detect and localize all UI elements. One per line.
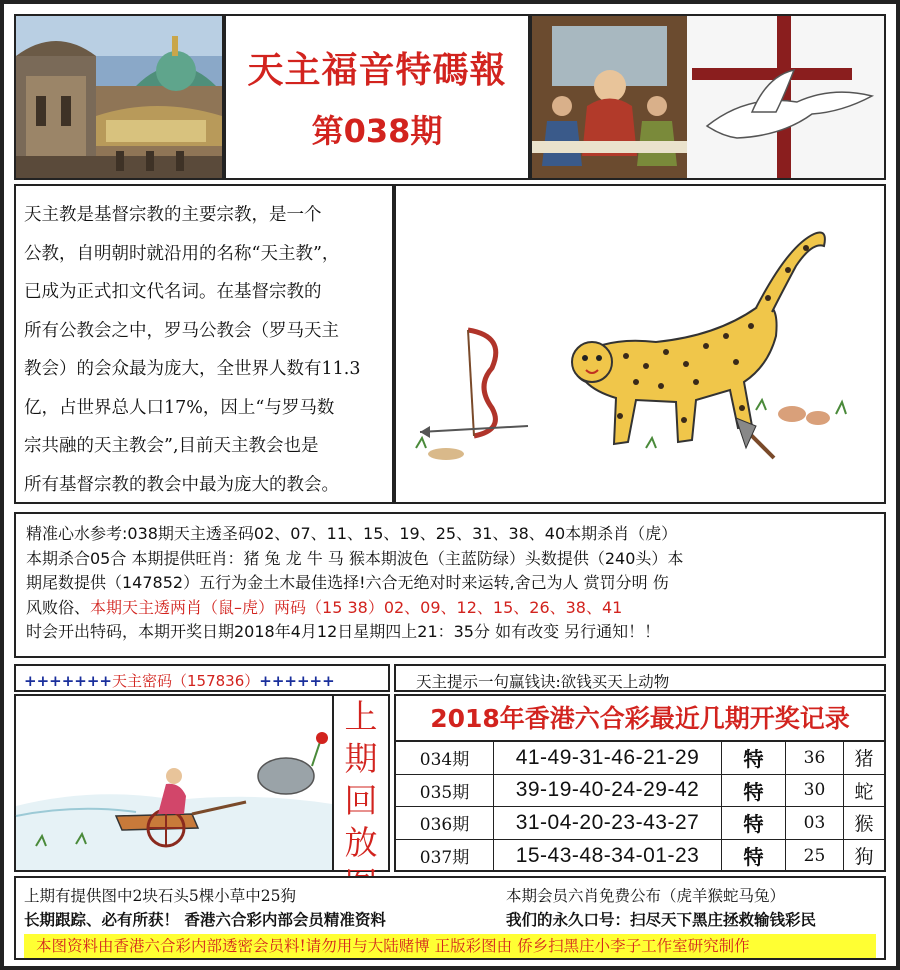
replay-char: 期 bbox=[344, 739, 378, 778]
special-cell: 36 bbox=[786, 742, 844, 774]
numbers-cell: 15-43-48-34-01-23 bbox=[494, 840, 722, 873]
secret-code: 天主密码（157836） bbox=[111, 672, 260, 690]
last-issue-replay-label bbox=[334, 694, 390, 872]
issue-number: 第038期 bbox=[311, 112, 443, 150]
table-row bbox=[396, 840, 884, 873]
intro-line: 天主教是基督宗教的主要宗教，是一个 bbox=[24, 205, 322, 225]
replay-char: 回 bbox=[344, 781, 378, 820]
notice-panel bbox=[14, 512, 886, 658]
intro-line: 宗共融的天主教会”,目前天主教会也是 bbox=[24, 436, 319, 456]
replay-char: 上 bbox=[344, 697, 378, 736]
te-cell: 特 bbox=[722, 742, 786, 774]
intro-text-panel bbox=[14, 184, 394, 504]
last-supper-cross-image bbox=[530, 14, 886, 180]
footer-line bbox=[24, 906, 876, 930]
results-title: 2018年香港六合彩最近几期开奖记录 bbox=[396, 696, 884, 742]
zodiac-cell: 蛇 bbox=[854, 780, 874, 803]
table-row bbox=[396, 742, 884, 775]
notice-text: 风败俗、 bbox=[26, 597, 91, 617]
footer-text: 我们的永久口号：扫尽天下黑庄拯救输钱彩民 bbox=[506, 910, 817, 929]
te-cell: 特 bbox=[722, 840, 786, 873]
notice-line bbox=[26, 596, 874, 621]
results-table bbox=[394, 694, 886, 872]
numbers-cell: 39-19-40-24-29-42 bbox=[494, 775, 722, 807]
table-row bbox=[396, 807, 884, 840]
tip-text: 天主提示一句赢钱诀:欲钱买天上动物 bbox=[416, 673, 670, 691]
footer-text: 本期会员六肖免费公布（虎羊猴蛇马兔） bbox=[506, 887, 786, 905]
page-title: 天主福音特碼報 bbox=[247, 50, 507, 91]
numbers-cell: 31-04-20-23-43-27 bbox=[494, 807, 722, 839]
footer-panel bbox=[14, 876, 886, 960]
issue-cell: 035期 bbox=[396, 775, 494, 807]
notice-highlight: 本期天主透两肖（鼠–虎）两码（15 38）02、09、12、15、26、38、41 bbox=[90, 597, 623, 617]
tip-bar bbox=[394, 664, 886, 692]
issue-cell: 036期 bbox=[396, 807, 494, 839]
footer-highlight-banner: 本图资料由香港六合彩内部透密会员料!请勿用与大陆赌博 正版彩图由 侨乡扫黑庄小李子工作室研究制作 bbox=[24, 934, 876, 958]
zodiac-cell: 猴 bbox=[854, 813, 874, 836]
special-cell: 30 bbox=[786, 775, 844, 807]
special-cell: 25 bbox=[786, 840, 844, 873]
special-cell: 03 bbox=[786, 807, 844, 839]
table-row bbox=[396, 775, 884, 808]
intro-line: 教会）的会众最为庞大，全世界人数有11.3 bbox=[24, 359, 361, 379]
footer-line bbox=[24, 882, 876, 906]
te-cell: 特 bbox=[722, 807, 786, 839]
issue-cell: 037期 bbox=[396, 840, 494, 873]
cart-illustration bbox=[14, 694, 334, 872]
intro-line: 所有基督宗教的教会中最为庞大的教会。 bbox=[24, 474, 339, 495]
footer-text: 上期有提供图中2块石头5棵小草中25狗 bbox=[24, 887, 296, 905]
intro-line: 所有公教会之中，罗马公教会（罗马天主 bbox=[24, 320, 339, 341]
cathedral-image bbox=[14, 14, 224, 180]
te-cell: 特 bbox=[722, 775, 786, 807]
issue-cell: 034期 bbox=[396, 742, 494, 774]
zodiac-cell: 猪 bbox=[854, 748, 874, 771]
intro-line: 亿，占世界总人口17%，因上“与罗马数 bbox=[24, 397, 335, 418]
numbers-cell: 41-49-31-46-21-29 bbox=[494, 742, 722, 774]
notice-line: 期尾数提供（147852）五行为金土木最佳选择!六合无绝对时来运转,舍己为人 赏罚分明 伤 bbox=[26, 573, 669, 592]
notice-line: 本期杀合05合 本期提供旺肖：猪 兔 龙 牛 马 猴本期波色（主蓝防绿）头数提供（240头）本 bbox=[26, 548, 684, 568]
secret-code-bar bbox=[14, 664, 390, 692]
title-panel bbox=[224, 14, 530, 180]
intro-line: 公教，自明朝时就沿用的名称“天主教”， bbox=[24, 243, 340, 264]
notice-line: 精准心水参考:038期天主透圣码02、07、11、15、19、25、31、38、40本期杀肖（虎） bbox=[26, 524, 678, 543]
leopard-illustration bbox=[394, 184, 886, 504]
code-suffix: ++++++ bbox=[259, 672, 335, 690]
code-prefix: +++++++ bbox=[24, 672, 112, 690]
footer-text: 长期跟踪、必有所获！ 香港六合彩内部会员精准资料 bbox=[24, 910, 386, 929]
notice-line: 时会开出特码，本期开奖日期2018年4月12日星期四上21：35分 如有改变 另行通知！！ bbox=[26, 622, 661, 641]
zodiac-cell: 狗 bbox=[854, 846, 874, 869]
replay-char: 放 bbox=[344, 823, 378, 862]
intro-line: 已成为正式扣文代名词。在基督宗教的 bbox=[24, 282, 322, 302]
